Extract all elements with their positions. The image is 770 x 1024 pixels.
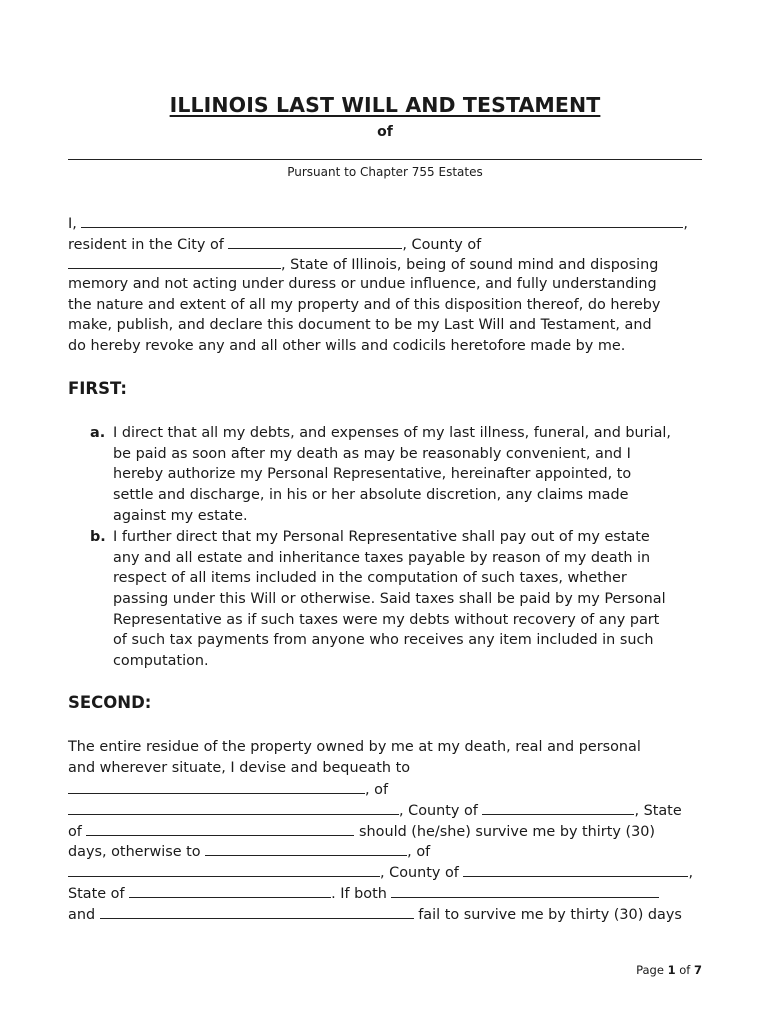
page-of-label: of xyxy=(679,963,691,977)
clause-line: passing under this Will or otherwise. Said taxes shall be paid by my Personal xyxy=(113,591,666,608)
beneficiary-name-field[interactable] xyxy=(68,778,365,794)
alternate-beneficiary-field[interactable] xyxy=(205,840,407,856)
alternate-state-field[interactable] xyxy=(129,882,331,898)
beneficiary-state-field[interactable] xyxy=(86,820,354,836)
clause-line: respect of all items included in the computation of such taxes, whether xyxy=(113,570,627,587)
clause-line: I direct that all my debts, and expenses of my last illness, funeral, and burial, xyxy=(113,425,671,441)
intro-line-1 xyxy=(68,212,702,233)
second-text: , County of xyxy=(380,865,459,882)
clause-line: any and all estate and inheritance taxes payable by reason of my death in xyxy=(113,549,651,566)
section-heading-first: FIRST: xyxy=(68,379,127,398)
clause-line: Representative as if such taxes were my debts without recovery of any part xyxy=(113,611,660,628)
intro-line-4: memory and not acting under duress or undue influence, and fully understanding xyxy=(68,276,657,293)
clause-line: hereby authorize my Personal Representative, hereinafter appointed, to xyxy=(113,466,632,483)
second-text: , xyxy=(688,865,694,882)
intro-text: I, xyxy=(68,216,77,232)
testator-name-field[interactable] xyxy=(81,212,683,228)
second-line-6 xyxy=(68,840,702,861)
intro-line-7: do hereby revoke any and all other wills and codicils heretofore made by me. xyxy=(68,338,626,355)
second-text: State of xyxy=(68,885,125,902)
second-text: fail to survive me by thirty (30) days xyxy=(418,906,682,923)
intro-paragraph xyxy=(68,212,702,357)
second-text: , State xyxy=(634,803,682,820)
clause-line: I further direct that my Personal Representative shall pay out of my estate xyxy=(113,529,650,545)
second-text: of xyxy=(68,823,82,840)
page-number: 1 xyxy=(667,963,676,977)
second-line-8 xyxy=(68,882,702,903)
second-text: , of xyxy=(407,844,431,861)
intro-text: , State of Illinois, being of sound mind and disposing xyxy=(281,257,659,274)
second-text: should (he/she) survive me by thirty (30) xyxy=(359,823,655,840)
document-subtitle: of xyxy=(377,124,393,140)
clause-a xyxy=(90,423,702,526)
second-line-9 xyxy=(68,903,702,924)
intro-text: , xyxy=(683,216,688,232)
intro-text: resident in the City of xyxy=(68,236,224,253)
county-field[interactable] xyxy=(68,253,281,269)
page-label: Page xyxy=(636,963,664,977)
clause-line: settle and discharge, in his or her absolute discretion, any claims made xyxy=(113,487,629,504)
title-divider xyxy=(68,159,702,160)
page-total: 7 xyxy=(693,963,702,977)
second-line-5 xyxy=(68,820,702,841)
section-heading-second: SECOND: xyxy=(68,693,152,712)
both-beneficiary-1-field[interactable] xyxy=(391,882,659,898)
clause-line: computation. xyxy=(113,653,209,670)
alternate-county-field[interactable] xyxy=(463,861,688,877)
second-line-7 xyxy=(68,861,702,882)
intro-text: , County of xyxy=(402,236,482,253)
statute-reference: Pursuant to Chapter 755 Estates xyxy=(287,165,483,179)
second-text: . If both xyxy=(331,885,387,902)
clause-marker: a. xyxy=(90,425,106,441)
beneficiary-address-field[interactable] xyxy=(68,799,399,815)
clause-line: of such tax payments from anyone who receives any item included in such xyxy=(113,632,654,649)
clause-line: against my estate. xyxy=(113,507,248,524)
second-line-2: and wherever situate, I devise and bequeath to xyxy=(68,759,411,776)
clause-line: be paid as soon after my death as may be reasonably convenient, and I xyxy=(113,445,631,462)
beneficiary-county-field[interactable] xyxy=(482,799,634,815)
clause-text xyxy=(113,423,702,526)
second-paragraph xyxy=(68,737,702,923)
second-line-1: The entire residue of the property owned by me at my death, real and personal xyxy=(68,739,641,755)
both-beneficiary-2-field[interactable] xyxy=(100,903,414,919)
intro-line-2 xyxy=(68,233,702,254)
city-field[interactable] xyxy=(228,233,402,249)
second-text: , County of xyxy=(399,803,478,820)
clause-text xyxy=(113,527,702,672)
second-line-4 xyxy=(68,799,702,820)
second-text: , of xyxy=(365,782,389,799)
intro-line-5: the nature and extent of all my property and of this disposition thereof, do hereby xyxy=(68,296,661,313)
intro-line-6: make, publish, and declare this document to be my Last Will and Testament, and xyxy=(68,317,652,334)
alternate-address-field[interactable] xyxy=(68,861,380,877)
second-text: and xyxy=(68,906,96,923)
clause-marker: b. xyxy=(90,529,106,545)
second-line-3 xyxy=(68,778,702,799)
page-footer xyxy=(636,963,702,977)
intro-line-3 xyxy=(68,253,702,274)
second-text: days, otherwise to xyxy=(68,844,201,861)
clause-b xyxy=(90,527,702,672)
document-title: ILLINOIS LAST WILL AND TESTAMENT xyxy=(169,93,601,117)
